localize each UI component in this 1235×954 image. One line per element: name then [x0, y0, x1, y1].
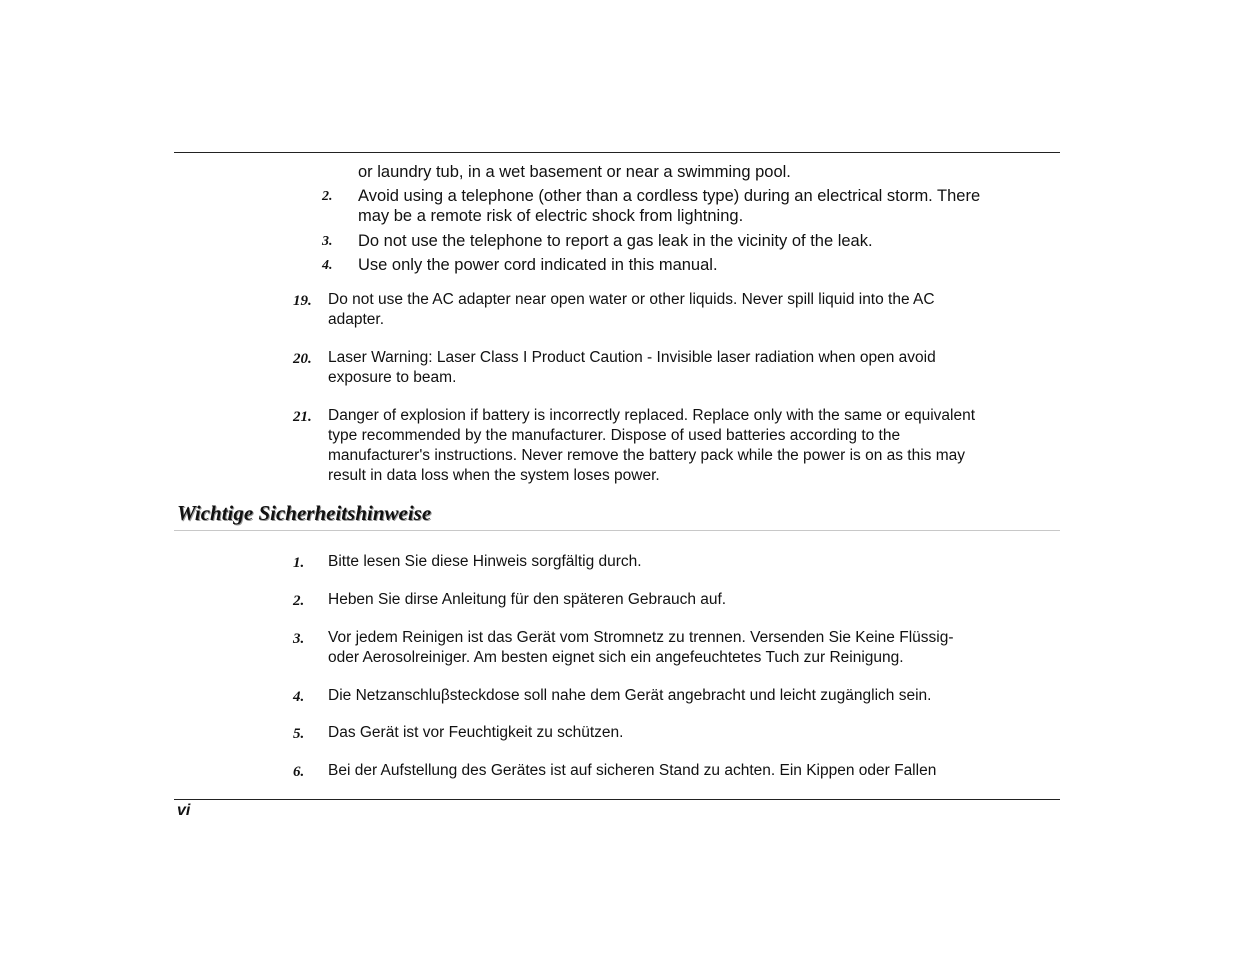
- safety-item-line: Das Gerät ist vor Feuchtigkeit zu schützen.: [328, 724, 624, 741]
- safety-item-line: Vor jedem Reinigen ist das Gerät vom Stromnetz zu trennen. Versenden Sie Keine Flüssig-: [328, 629, 954, 646]
- sublist-item-line: Do not use the telephone to report a gas leak in the vicinity of the leak.: [358, 232, 873, 250]
- sublist-item-number: 3.: [322, 234, 333, 249]
- safety-item-line: Bitte lesen Sie diese Hinweis sorgfältig durch.: [328, 553, 642, 570]
- safety-item-line: result in data loss when the system loses power.: [328, 467, 660, 484]
- sublist-continuation-text: or laundry tub, in a wet basement or near a swimming pool.: [358, 163, 791, 181]
- safety-item-line: manufacturer's instructions. Never remove the battery pack while the power is on as this may: [328, 447, 966, 464]
- safety-item-number: 4.: [293, 689, 305, 705]
- section-heading-rule: [174, 530, 1060, 531]
- safety-item-line: Bei der Aufstellung des Gerätes ist auf sicheren Stand zu achten. Ein Kippen oder Fallen: [328, 762, 937, 779]
- sublist-item-line: Use only the power cord indicated in this manual.: [358, 256, 718, 274]
- safety-item-number: 6.: [293, 764, 305, 780]
- safety-item-number: 1.: [293, 555, 305, 571]
- safety-item-number: 19.: [293, 293, 312, 309]
- safety-item-line: Laser Warning: Laser Class I Product Caution - Invisible laser radiation when open avoid: [328, 349, 936, 366]
- safety-item-number: 20.: [293, 351, 312, 367]
- safety-item-number: 5.: [293, 726, 305, 742]
- footer-rule: [174, 799, 1060, 800]
- safety-item-line: Heben Sie dirse Anleitung für den späteren Gebrauch auf.: [328, 591, 727, 608]
- safety-item-number: 3.: [293, 631, 305, 647]
- safety-item-line: oder Aerosolreiniger. Am besten eignet sich ein angefeuchtetes Tuch zur Reinigung.: [328, 649, 904, 666]
- sublist-item-line: Avoid using a telephone (other than a cordless type) during an electrical storm. There: [358, 187, 981, 205]
- header-rule: [174, 152, 1060, 153]
- safety-item-line: type recommended by the manufacturer. Dispose of used batteries according to the: [328, 427, 901, 444]
- safety-item-line: exposure to beam.: [328, 369, 457, 386]
- sublist-item-number: 2.: [322, 189, 333, 204]
- sublist-item-number: 4.: [322, 258, 333, 273]
- safety-item-line: Danger of explosion if battery is incorrectly replaced. Replace only with the same or equivalent: [328, 407, 976, 424]
- sublist-item-line: may be a remote risk of electric shock from lightning.: [358, 207, 744, 225]
- safety-item-line: Die Netzanschluβsteckdose soll nahe dem Gerät angebracht und leicht zugänglich sein.: [328, 687, 932, 704]
- safety-item-number: 2.: [293, 593, 305, 609]
- safety-item-line: adapter.: [328, 311, 385, 328]
- page-number: vi: [177, 802, 191, 819]
- safety-item-number: 21.: [293, 409, 312, 425]
- safety-item-line: Do not use the AC adapter near open water or other liquids. Never spill liquid into the AC: [328, 291, 935, 308]
- section-heading: Wichtige Sicherheitshinweise: [177, 501, 432, 525]
